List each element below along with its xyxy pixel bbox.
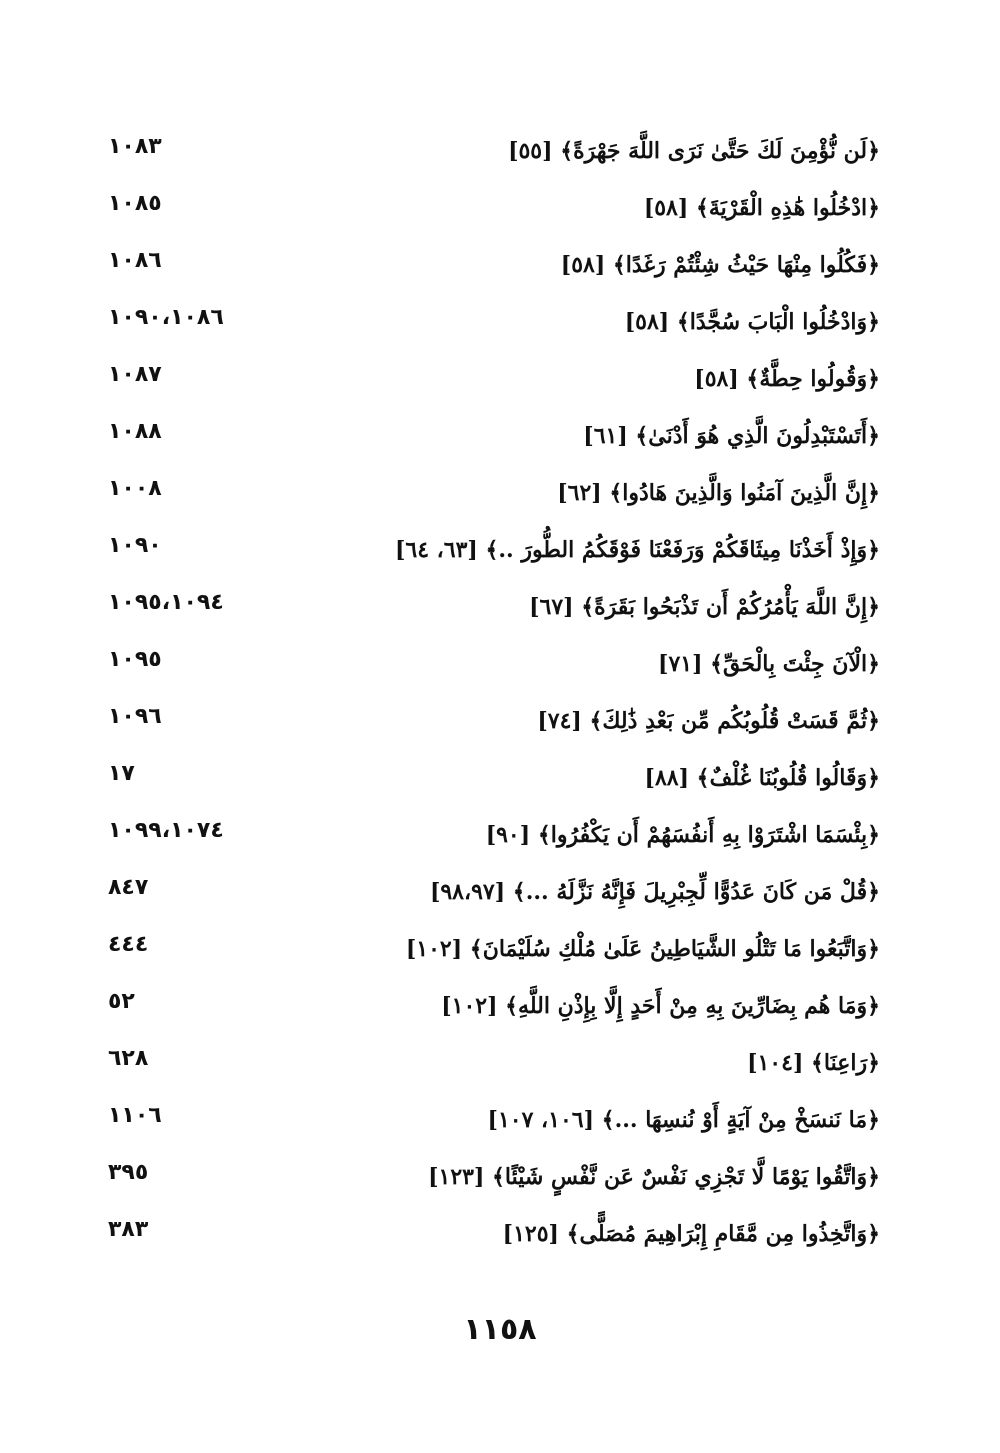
verse-reference: ﴿ثُمَّ قَسَتْ قُلُوبُكُم مِّن بَعْدِ ذَٰلِكَ﴾ [٧٤] <box>537 708 880 734</box>
verse-reference: ﴿لَن نُّؤْمِنَ لَكَ حَتَّىٰ نَرَى اللَّهَ جَهْرَةً﴾ [٥٥] <box>508 138 880 164</box>
verse-reference: ﴿أَتَسْتَبْدِلُونَ الَّذِي هُوَ أَدْنَىٰ﴾ [٦١] <box>583 423 880 449</box>
index-row <box>100 238 880 295</box>
verse-reference: ﴿وَقُولُوا حِطَّةٌ﴾ [٥٨] <box>694 366 880 392</box>
page-references: ١٠٩٠،١٠٨٦ <box>108 305 224 330</box>
verse-reference: ﴿وَادْخُلُوا الْبَابَ سُجَّدًا﴾ [٥٨] <box>624 309 880 335</box>
index-row <box>100 1093 880 1150</box>
page-references: ١٠٩٦ <box>108 704 162 729</box>
verse-reference: ﴿ادْخُلُوا هَٰذِهِ الْقَرْيَةَ﴾ [٥٨] <box>643 195 880 221</box>
page-references: ١٠٨٧ <box>108 362 162 387</box>
verse-reference: ﴿وَمَا هُم بِضَارِّينَ بِهِ مِنْ أَحَدٍ إِلَّا بِإِذْنِ اللَّهِ﴾ [١٠٢] <box>441 993 880 1019</box>
verse-reference: ﴿وَاتَّبَعُوا مَا تَتْلُو الشَّيَاطِينُ عَلَىٰ مُلْكِ سُلَيْمَانَ﴾ [١٠٢] <box>405 936 880 962</box>
page-references: ١٠٩٩،١٠٧٤ <box>108 818 224 843</box>
page-references: ٣٨٣ <box>108 1217 149 1242</box>
page-references: ١٠٩٥،١٠٩٤ <box>108 590 224 615</box>
index-row <box>100 523 880 580</box>
page-references: ١٠٨٦ <box>108 248 162 273</box>
verse-reference: ﴿إِنَّ اللَّهَ يَأْمُرُكُمْ أَن تَذْبَحُوا بَقَرَةً﴾ [٦٧] <box>529 594 880 620</box>
index-row <box>100 637 880 694</box>
index-row <box>100 751 880 808</box>
verse-reference: ﴿قُلْ مَن كَانَ عَدُوًّا لِّجِبْرِيلَ فَإِنَّهُ نَزَّلَهُ ...﴾ [٩٨،٩٧] <box>429 879 880 905</box>
index-row <box>100 181 880 238</box>
index-row <box>100 865 880 922</box>
index-row <box>100 1036 880 1093</box>
page-references: ٤٤٤ <box>108 932 149 957</box>
verse-reference: ﴿بِئْسَمَا اشْتَرَوْا بِهِ أَنفُسَهُمْ أَن يَكْفُرُوا﴾ [٩٠] <box>485 822 880 848</box>
page-references: ١٠٩٥ <box>108 647 162 672</box>
page-number: ١١٥٨ <box>463 1312 537 1347</box>
verse-reference: ﴿وَاتَّقُوا يَوْمًا لَّا تَجْزِي نَفْسٌ عَن نَّفْسٍ شَيْئًا﴾ [١٢٣] <box>428 1164 880 1190</box>
index-row <box>100 295 880 352</box>
index-row <box>100 1150 880 1207</box>
verse-reference: ﴿الْآنَ جِئْتَ بِالْحَقِّ﴾ [٧١] <box>658 651 880 677</box>
verse-reference: ﴿إِنَّ الَّذِينَ آمَنُوا وَالَّذِينَ هَادُوا﴾ [٦٢] <box>557 480 880 506</box>
page-references: ١٠٠٨ <box>108 476 162 501</box>
page-references: ٥٢ <box>108 989 135 1014</box>
verse-index-list <box>100 124 880 1264</box>
index-row <box>100 409 880 466</box>
verse-reference: ﴿وَإِذْ أَخَذْنَا مِيثَاقَكُمْ وَرَفَعْنَا فَوْقَكُمُ الطُّورَ ..﴾ [٦٣، ٦٤] <box>394 537 880 563</box>
page-references: ١٠٩٠ <box>108 533 162 558</box>
index-row <box>100 580 880 637</box>
index-row <box>100 694 880 751</box>
index-row <box>100 466 880 523</box>
verse-reference: ﴿وَقَالُوا قُلُوبُنَا غُلْفٌ﴾ [٨٨] <box>644 765 880 791</box>
page-references: ٣٩٥ <box>108 1160 149 1185</box>
page-references: ١١٠٦ <box>108 1103 162 1128</box>
page-references: ٦٢٨ <box>108 1046 149 1071</box>
index-row <box>100 1207 880 1264</box>
index-row <box>100 124 880 181</box>
page-references: ١٠٨٥ <box>108 191 162 216</box>
verse-reference: ﴿وَاتَّخِذُوا مِن مَّقَامِ إِبْرَاهِيمَ مُصَلًّى﴾ [١٢٥] <box>502 1221 880 1247</box>
page-references: ٨٤٧ <box>108 875 149 900</box>
page-references: ١٧ <box>108 761 135 786</box>
index-row <box>100 979 880 1036</box>
index-row <box>100 352 880 409</box>
verse-reference: ﴿فَكُلُوا مِنْهَا حَيْثُ شِئْتُمْ رَغَدًا﴾ [٥٨] <box>560 252 880 278</box>
verse-reference: ﴿مَا نَنسَخْ مِنْ آيَةٍ أَوْ نُنسِهَا ...﴾ [١٠٦، ١٠٧] <box>487 1107 880 1133</box>
page-references: ١٠٨٨ <box>108 419 162 444</box>
page-references: ١٠٨٣ <box>108 134 162 159</box>
index-row <box>100 808 880 865</box>
index-row <box>100 922 880 979</box>
verse-reference: ﴿رَاعِنَا﴾ [١٠٤] <box>747 1050 880 1076</box>
